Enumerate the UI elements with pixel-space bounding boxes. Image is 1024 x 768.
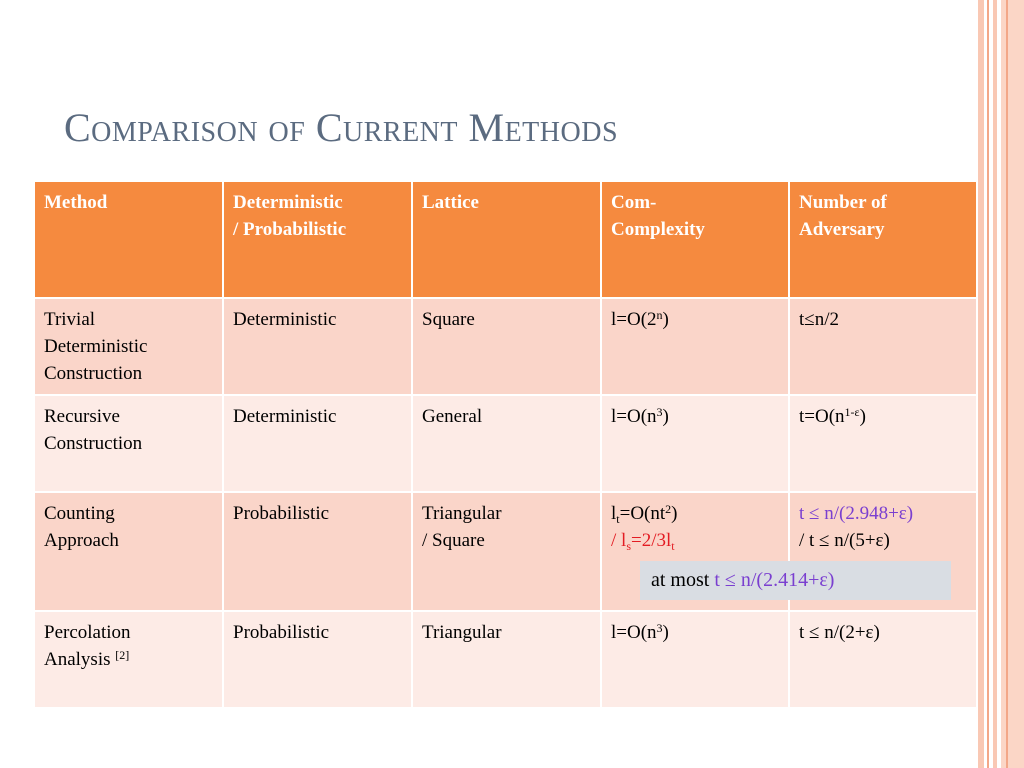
- header-lattice: Lattice: [412, 181, 601, 298]
- decor-stripe: [1006, 0, 1008, 768]
- cell-complexity: $l=O(n^3)$: [601, 395, 789, 492]
- callout-box: [640, 561, 951, 600]
- cell-complexity: $l=O(2^n)$: [601, 298, 789, 395]
- cell-adversary: t ≤ n/(2+ε): [789, 611, 977, 708]
- cell-type: Probabilistic: [223, 492, 412, 611]
- cell-lattice: General: [412, 395, 601, 492]
- cell-method: Recursive Construction: [34, 395, 223, 492]
- header-row: [34, 181, 977, 298]
- header-det-prob: Deterministic / Probabilistic: [223, 181, 412, 298]
- cell-type: Deterministic: [223, 395, 412, 492]
- header-complexity: Com- Complexity: [601, 181, 789, 298]
- cell-method: Counting Approach: [34, 492, 223, 611]
- cell-lattice: Triangular: [412, 611, 601, 708]
- cell-complexity: $l=O(n^3)$: [601, 611, 789, 708]
- cell-lattice: Triangular / Square: [412, 492, 601, 611]
- decor-stripe: [978, 0, 984, 768]
- header-adversary: Number of Adversary: [789, 181, 977, 298]
- header-method: Method: [34, 181, 223, 298]
- table-row: [34, 611, 977, 708]
- cell-method: Percolation Analysis [2]: [34, 611, 223, 708]
- table-row: [34, 298, 977, 395]
- decor-stripe: [993, 0, 997, 768]
- cell-complexity: $l_t=O(nt^2)$ / $l_s=2/3l_t$: [601, 492, 789, 611]
- comparison-table: [33, 180, 978, 709]
- cell-lattice: Square: [412, 298, 601, 395]
- callout-prefix: at most: [651, 569, 715, 591]
- table-row: [34, 395, 977, 492]
- decor-stripe: [987, 0, 989, 768]
- cell-adversary: t ≤ n/(2.948+ε) / t ≤ n/(5+ε): [789, 492, 977, 611]
- slide-title: Comparison of Current Methods: [64, 105, 619, 150]
- callout-value: t ≤ n/(2.414+ε): [714, 569, 835, 591]
- cell-adversary: $t=O(n^{1-\varepsilon})$: [789, 395, 977, 492]
- cell-adversary: t≤n/2: [789, 298, 977, 395]
- cell-type: Probabilistic: [223, 611, 412, 708]
- decor-stripe: [1001, 0, 1024, 768]
- cell-method: Trivial Deterministic Construction: [34, 298, 223, 395]
- cell-type: Deterministic: [223, 298, 412, 395]
